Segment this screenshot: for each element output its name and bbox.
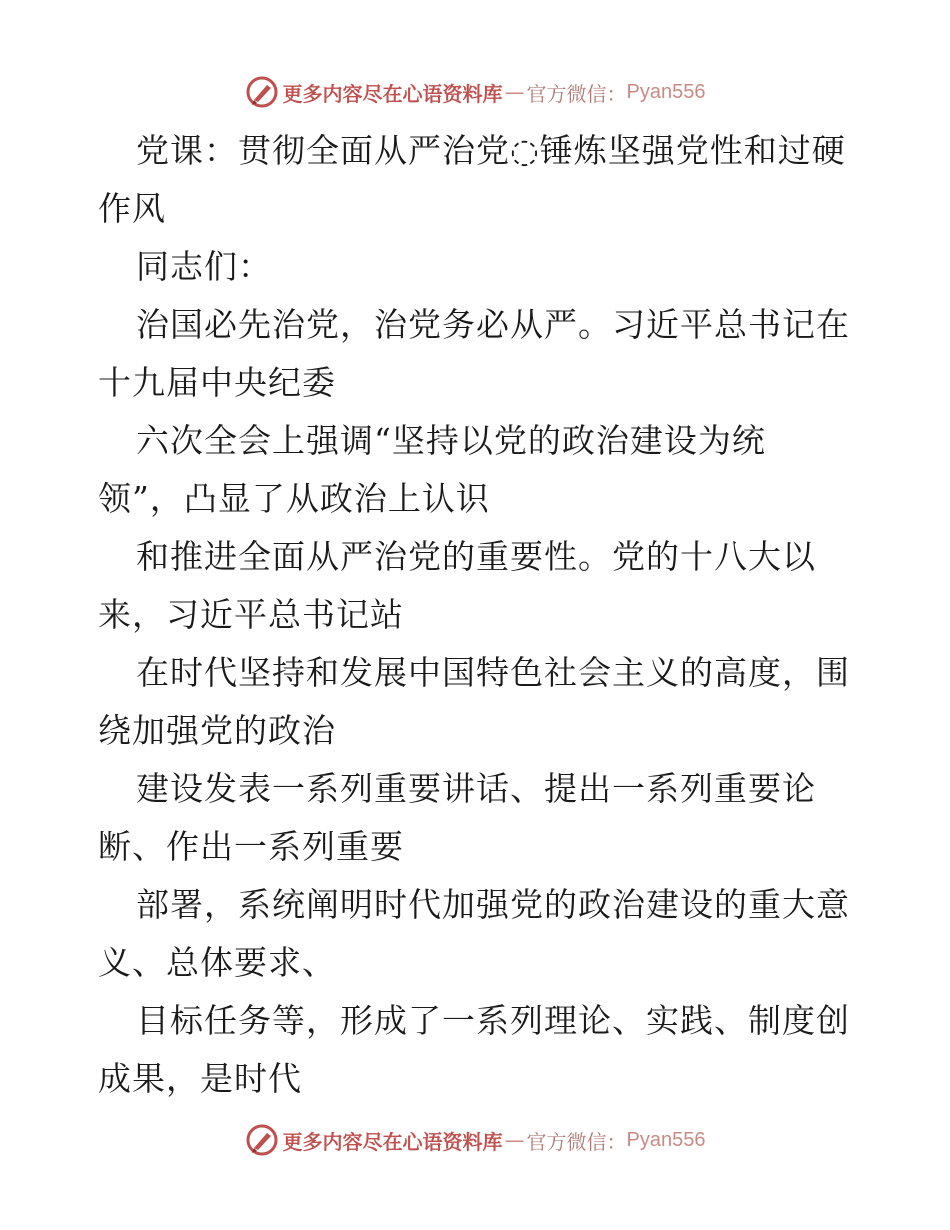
doc-text-line: 领”，凸显了从政治上认识 [98,479,490,518]
watermark-brand: 更多内容尽在心语资料库 [282,81,503,106]
doc-title-line: 作风 [98,189,166,228]
doc-text-line: 和推进全面从严治党的重要性。党的十八大以 [136,537,816,576]
pen-logo-icon [245,1123,279,1157]
pen-logo-icon [245,75,279,109]
doc-text-line: 部署，系统阐明时代加强党的政治建设的重大意 [136,885,850,924]
watermark-brand: 更多内容尽在心语资料库 [282,1129,503,1154]
doc-text-line: 十九届中央纪委 [98,363,336,402]
doc-text-line: 绕加强党的政治 [98,711,336,750]
doc-text-line: 治国必先治党，治党务必从严。习近平总书记在 [136,305,850,344]
watermark-banner-top [0,72,950,112]
doc-text-line: 成果，是时代 [98,1059,302,1098]
doc-text-line: 六次全会上强调“坚持以党的政治建设为统 [136,421,766,460]
watermark-banner-bottom [0,1120,950,1160]
watermark-wechat-label: 官方微信： [526,1129,627,1154]
doc-text-line: 义、总体要求、 [98,943,336,982]
watermark-separator: — [504,1128,525,1152]
doc-text-line: 目标任务等，形成了一系列理论、实践、制度创 [136,1001,850,1040]
doc-text-line: 断、作出一系列重要 [98,827,404,866]
watermark-handle: Pyan556 [626,1128,706,1151]
doc-salutation: 同志们： [136,247,272,286]
doc-text-line: 建设发表一系列重要讲话、提出一系列重要论 [136,769,816,808]
doc-text-line: 来，习近平总书记站 [98,595,404,634]
watermark-wechat-label: 官方微信： [526,81,627,106]
doc-text-line: 在时代坚持和发展中国特色社会主义的高度，围 [136,653,850,692]
watermark-handle: Pyan556 [626,80,706,103]
watermark-separator: — [504,80,525,104]
doc-title-line: 党课：贯彻全面从严治党◌锤炼坚强党性和过硬 [136,131,846,170]
document-body [98,122,858,1108]
